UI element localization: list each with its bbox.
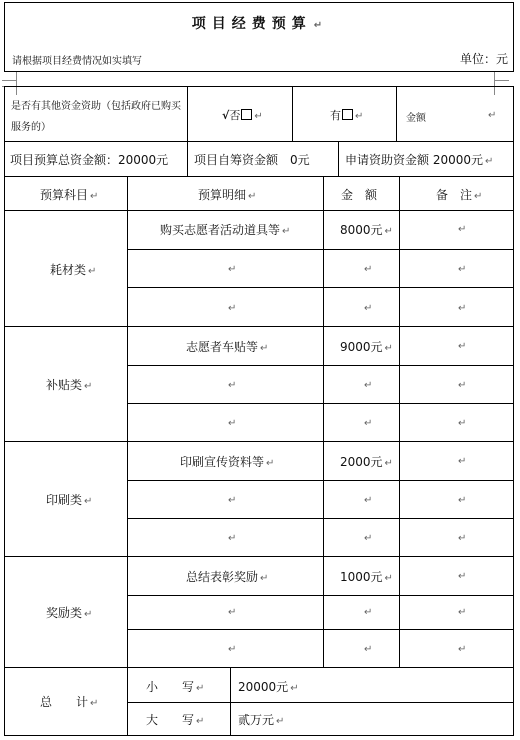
unit-label: 单位：元 [459, 52, 508, 66]
total-small-value: 20000元 ↵ [238, 680, 299, 694]
funding-question: 是否有其他资金资助（包括政府已购买服务的） [11, 101, 181, 133]
hline [4, 210, 514, 211]
vline [399, 176, 400, 667]
amount-cell: 1000元 ↵ [340, 570, 393, 584]
hline [127, 249, 514, 250]
detail-cell: 印刷宣传资料等 ↵ [180, 455, 275, 469]
category-name: 奖励类 ↵ [46, 606, 93, 620]
note-cell: ↵ [458, 341, 467, 352]
amount-label: 金额 [406, 113, 426, 124]
header-amount: 金 额 [341, 188, 378, 202]
detail-cell: ↵ [228, 418, 237, 429]
checkbox-yes[interactable] [342, 109, 353, 120]
detail-cell: 志愿者车贴等 ↵ [186, 340, 269, 354]
detail-cell: ↵ [228, 607, 237, 618]
detail-cell: ↵ [228, 495, 237, 506]
hline [4, 176, 514, 177]
total-large-value: 贰万元 ↵ [238, 713, 285, 727]
vline [323, 176, 324, 667]
header-category: 预算科目 ↵ [40, 188, 99, 202]
hline [127, 518, 514, 519]
option-yes[interactable]: 有 ↵ [330, 109, 364, 122]
detail-cell: ↵ [228, 264, 237, 275]
amount-cell: ↵ [364, 644, 373, 655]
requested-text: 申请资助资金额 20000元 ↵ [345, 153, 494, 167]
amount-cell: ↵ [364, 607, 373, 618]
vline [396, 86, 397, 141]
page-title: 项目经费预算 ↵ [191, 16, 329, 32]
note-cell: ↵ [458, 303, 467, 314]
hline [4, 667, 514, 668]
hline [127, 287, 514, 288]
note-cell: ↵ [458, 456, 467, 467]
hline [127, 629, 514, 630]
checkbox-no[interactable] [241, 109, 252, 120]
vline [187, 141, 188, 176]
header-detail: 预算明细 ↵ [198, 188, 257, 202]
detail-cell: ↵ [228, 533, 237, 544]
note-cell: ↵ [458, 533, 467, 544]
note-cell: ↵ [458, 495, 467, 506]
detail-cell: ↵ [228, 380, 237, 391]
vline [187, 86, 188, 141]
hline [4, 141, 514, 142]
amount-cell: 9000元 ↵ [340, 340, 393, 354]
total-label: 总 计 ↵ [40, 695, 99, 709]
total-large-label: 大 写 ↵ [146, 713, 205, 727]
category-name: 印刷类 ↵ [46, 493, 93, 507]
amount-cell: 8000元 ↵ [340, 223, 393, 237]
hline [4, 326, 514, 327]
header-note: 备 注 ↵ [436, 188, 483, 202]
amount-cell: ↵ [364, 495, 373, 506]
amount-cell: ↵ [364, 303, 373, 314]
hline [127, 365, 514, 366]
note-cell: ↵ [458, 224, 467, 235]
hline [4, 556, 514, 557]
detail-cell: ↵ [228, 644, 237, 655]
note-cell: ↵ [458, 607, 467, 618]
amount-cell: ↵ [364, 533, 373, 544]
self-funded-text: 项目自筹资金额 0元 [194, 153, 310, 167]
category-name: 补贴类 ↵ [46, 378, 93, 392]
amount-cell: ↵ [364, 418, 373, 429]
total-small-label: 小 写 ↵ [146, 680, 205, 694]
amount-mark: ↵ [488, 110, 497, 121]
note-cell: ↵ [458, 380, 467, 391]
note-cell: ↵ [458, 644, 467, 655]
hline [4, 441, 514, 442]
category-name: 耗材类 ↵ [50, 263, 97, 277]
hline [127, 595, 514, 596]
option-no[interactable]: √否 ↵ [222, 109, 263, 122]
hline [127, 480, 514, 481]
amount-cell: ↵ [364, 264, 373, 275]
amount-cell: ↵ [364, 380, 373, 391]
total-budget-text: 项目预算总资金额：20000元 [10, 153, 169, 167]
detail-cell: ↵ [228, 303, 237, 314]
vline [230, 667, 231, 736]
hline [127, 702, 514, 703]
note-cell: ↵ [458, 264, 467, 275]
vline [338, 141, 339, 176]
vline [292, 86, 293, 141]
hline [127, 403, 514, 404]
vline [127, 176, 128, 736]
detail-cell: 总结表彰奖励 ↵ [186, 570, 269, 584]
check-mark-icon: √ [222, 109, 230, 122]
instruction-text: 请根据项目经费情况如实填写 [12, 56, 142, 67]
amount-cell: 2000元 ↵ [340, 455, 393, 469]
detail-cell: 购买志愿者活动道具等 ↵ [160, 223, 291, 237]
note-cell: ↵ [458, 418, 467, 429]
note-cell: ↵ [458, 571, 467, 582]
budget-table [4, 86, 514, 736]
